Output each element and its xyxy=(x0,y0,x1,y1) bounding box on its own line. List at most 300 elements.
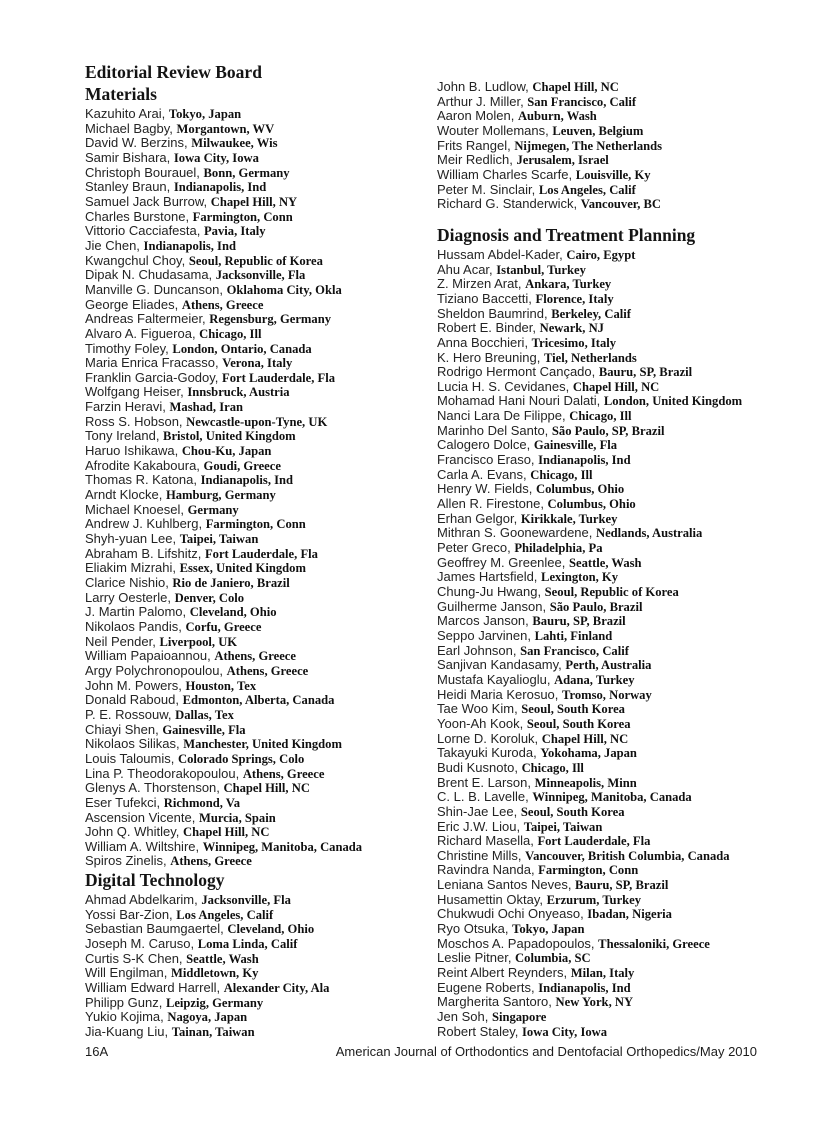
member-entry xyxy=(85,854,440,869)
member-entry xyxy=(437,717,817,732)
member-location: Farmington, Conn xyxy=(192,209,293,224)
member-name: Tae Woo Kim, xyxy=(437,701,522,717)
member-location: Germany xyxy=(187,502,239,517)
journal-footer-line: American Journal of Orthodontics and Dentofacial Orthopedics/May 2010 xyxy=(335,1044,757,1059)
member-entry xyxy=(437,526,817,541)
member-entry xyxy=(437,570,817,585)
member-entry xyxy=(85,664,440,679)
member-entry xyxy=(437,761,817,776)
member-location: Seoul, South Korea xyxy=(520,804,625,819)
member-entry xyxy=(437,512,817,527)
member-name: Ravindra Nanda, xyxy=(437,862,539,878)
member-name: Kazuhito Arai, xyxy=(85,106,169,121)
member-name: Rodrigo Hermont Cançado, xyxy=(437,364,599,380)
member-entry xyxy=(85,937,440,952)
member-entry xyxy=(85,400,440,415)
member-name: Hussam Abdel-Kader, xyxy=(437,246,567,262)
member-entry xyxy=(437,849,817,864)
member-location: Verona, Italy xyxy=(222,356,293,371)
member-location: Tiel, Netherlands xyxy=(543,350,637,365)
member-entry xyxy=(437,966,817,981)
member-location: Indianapolis, Ind xyxy=(173,180,267,195)
member-name: Takayuki Kuroda, xyxy=(437,745,541,761)
section-heading: Materials xyxy=(85,84,157,104)
member-entry xyxy=(85,922,440,937)
member-entry xyxy=(85,840,440,855)
member-entry xyxy=(85,415,440,430)
member-location: Seattle, Wash xyxy=(569,555,642,570)
member-entry xyxy=(85,107,440,122)
member-location: Oklahoma City, Okla xyxy=(226,282,342,297)
member-name: Allen R. Firestone, xyxy=(437,496,548,512)
member-name: Christine Mills, xyxy=(437,847,526,863)
member-name: James Hartsfield, xyxy=(437,569,542,585)
member-entry xyxy=(437,951,817,966)
member-location: Leuven, Belgium xyxy=(552,123,644,138)
member-name: Leslie Pitner, xyxy=(437,950,516,966)
member-entry xyxy=(85,312,440,327)
member-location: Thessaloniki, Greece xyxy=(598,936,710,951)
member-name: Timothy Foley, xyxy=(85,340,173,356)
member-location: Athens, Greece xyxy=(214,649,296,664)
member-name: Brent E. Larson, xyxy=(437,774,535,790)
member-entry xyxy=(437,336,817,351)
member-entry xyxy=(437,109,817,124)
member-location: Bristol, United Kingdom xyxy=(163,429,296,444)
member-name: Nanci Lara De Filippe, xyxy=(437,408,570,424)
member-location: Chicago, Ill xyxy=(569,409,632,424)
member-location: Jacksonville, Fla xyxy=(201,893,291,908)
member-entry xyxy=(85,298,440,313)
member-entry xyxy=(437,995,817,1010)
member-entry xyxy=(437,673,817,688)
member-entry xyxy=(437,688,817,703)
member-name: Thomas R. Katona, xyxy=(85,472,201,488)
member-name: Nikolaos Silikas, xyxy=(85,736,184,752)
member-list xyxy=(85,107,440,869)
member-name: Ahmad Abdelkarim, xyxy=(85,892,202,908)
member-location: Regensburg, Germany xyxy=(209,312,332,327)
member-name: John B. Ludlow, xyxy=(437,79,533,94)
member-entry xyxy=(437,541,817,556)
member-name: Z. Mirzen Arat, xyxy=(437,276,526,292)
member-entry xyxy=(85,635,440,650)
member-name: Glenys A. Thorstenson, xyxy=(85,780,224,796)
member-location: Yokohama, Japan xyxy=(540,746,637,761)
member-entry xyxy=(437,248,817,263)
member-location: Hamburg, Germany xyxy=(165,488,276,503)
member-location: Louisville, Ky xyxy=(575,167,651,182)
member-location: Denver, Colo xyxy=(174,590,245,605)
member-name: Leniana Santos Neves, xyxy=(437,877,576,893)
member-location: Gainesville, Fla xyxy=(533,438,618,453)
member-entry xyxy=(437,263,817,278)
member-location: Fort Lauderdale, Fla xyxy=(222,370,336,385)
member-location: Farmington, Conn xyxy=(538,863,639,878)
member-location: Istanbul, Turkey xyxy=(496,262,586,277)
member-location: Winnipeg, Manitoba, Canada xyxy=(202,839,363,854)
member-entry xyxy=(437,834,817,849)
section-heading: Diagnosis and Treatment Planning xyxy=(437,224,696,245)
member-entry xyxy=(85,679,440,694)
member-name: Alvaro A. Figueroa, xyxy=(85,325,200,341)
member-name: Curtis S-K Chen, xyxy=(85,950,187,966)
member-name: Andrew J. Kuhlberg, xyxy=(85,516,206,532)
member-entry xyxy=(437,1010,817,1025)
member-location: San Francisco, Calif xyxy=(527,94,637,109)
member-entry xyxy=(437,292,817,307)
member-entry xyxy=(85,444,440,459)
member-location: Tromso, Norway xyxy=(562,687,652,702)
member-entry xyxy=(437,453,817,468)
member-entry xyxy=(437,863,817,878)
member-location: Chapel Hill, NC xyxy=(532,80,619,94)
member-entry xyxy=(85,473,440,488)
member-entry xyxy=(437,424,817,439)
member-location: Tainan, Taiwan xyxy=(171,1025,255,1040)
member-entry xyxy=(85,811,440,826)
member-name: Chiayi Shen, xyxy=(85,721,163,737)
member-name: Lucia H. S. Cevidanes, xyxy=(437,378,573,394)
member-name: Yossi Bar-Zion, xyxy=(85,906,177,922)
member-name: David W. Berzins, xyxy=(85,135,192,151)
member-location: Chapel Hill, NY xyxy=(210,194,298,209)
member-entry xyxy=(85,356,440,371)
member-entry xyxy=(85,239,440,254)
member-entry xyxy=(85,180,440,195)
member-name: Dipak N. Chudasama, xyxy=(85,267,216,283)
member-location: Chicago, Ill xyxy=(199,326,262,341)
member-name: Samir Bishara, xyxy=(85,149,174,165)
member-name: Budi Kusnoto, xyxy=(437,759,522,775)
member-location: Kirikkale, Turkey xyxy=(520,511,618,526)
member-entry xyxy=(85,136,440,151)
page-footer xyxy=(85,1044,757,1059)
member-entry xyxy=(437,658,817,673)
member-name: Sanjivan Kandasamy, xyxy=(437,657,566,673)
member-entry xyxy=(437,409,817,424)
member-location: Iowa City, Iowa xyxy=(522,1024,608,1039)
member-entry xyxy=(85,576,440,591)
member-entry xyxy=(437,153,817,168)
member-name: Yoon-Ah Kook, xyxy=(437,715,527,731)
member-entry xyxy=(85,488,440,503)
member-entry xyxy=(437,746,817,761)
member-location: Goudi, Greece xyxy=(203,458,281,473)
board-section xyxy=(85,61,440,869)
member-location: Dallas, Tex xyxy=(175,707,234,722)
member-entry xyxy=(85,503,440,518)
member-location: Cairo, Egypt xyxy=(566,247,636,262)
member-location: Fort Lauderdale, Fla xyxy=(204,546,318,561)
member-location: London, United Kingdom xyxy=(603,394,743,409)
member-location: Ibadan, Nigeria xyxy=(587,907,672,922)
member-location: Nagoya, Japan xyxy=(167,1010,248,1025)
member-location: Auburn, Wash xyxy=(517,109,597,124)
member-entry xyxy=(85,342,440,357)
member-name: Donald Raboud, xyxy=(85,692,183,708)
member-location: Athens, Greece xyxy=(242,766,325,781)
member-location: Tricesimo, Italy xyxy=(531,335,617,350)
member-location: Loma Linda, Calif xyxy=(197,937,298,952)
member-name: Heidi Maria Kerosuo, xyxy=(437,686,562,702)
member-name: Lorne D. Koroluk, xyxy=(437,730,542,746)
member-entry xyxy=(437,197,817,212)
member-name: Calogero Dolce, xyxy=(437,437,534,453)
member-entry xyxy=(85,893,440,908)
member-entry xyxy=(437,468,817,483)
member-name: John Q. Whitley, xyxy=(85,824,184,840)
section-heading: Digital Technology xyxy=(85,870,225,891)
member-entry xyxy=(437,893,817,908)
member-entry xyxy=(437,805,817,820)
member-entry xyxy=(85,151,440,166)
member-name: Peter M. Sinclair, xyxy=(437,181,539,197)
member-name: Sheldon Baumrind, xyxy=(437,305,552,321)
member-name: Mithran S. Goonewardene, xyxy=(437,525,596,541)
member-name: Margherita Santoro, xyxy=(437,994,556,1010)
member-entry xyxy=(437,497,817,512)
member-location: Colorado Springs, Colo xyxy=(177,751,305,766)
member-location: Columbus, Ohio xyxy=(535,482,625,497)
member-location: Seoul, South Korea xyxy=(521,702,625,717)
member-location: Bonn, Germany xyxy=(203,165,290,180)
member-name: Marcos Janson, xyxy=(437,613,533,629)
member-name: Joseph M. Caruso, xyxy=(85,936,198,952)
member-entry xyxy=(85,620,440,635)
member-name: Anna Bocchieri, xyxy=(437,334,532,350)
member-name: Shin-Jae Lee, xyxy=(437,803,521,819)
member-name: Afrodite Kakaboura, xyxy=(85,457,204,473)
member-name: Shyh-yuan Lee, xyxy=(85,531,180,547)
member-name: Arndt Klocke, xyxy=(85,487,166,503)
member-entry xyxy=(85,952,440,967)
member-location: Taipei, Taiwan xyxy=(523,819,603,834)
member-name: Seppo Jarvinen, xyxy=(437,627,535,643)
member-name: Franklin Garcia-Godoy, xyxy=(85,369,223,385)
member-location: Chou-Ku, Japan xyxy=(181,444,272,459)
member-name: Mustafa Kayalioglu, xyxy=(437,671,555,687)
member-name: Frits Rangel, xyxy=(437,137,515,153)
member-entry xyxy=(437,277,817,292)
member-location: Athens, Greece xyxy=(181,297,264,312)
member-entry xyxy=(85,966,440,981)
member-location: Seattle, Wash xyxy=(186,951,259,966)
member-name: Stanley Braun, xyxy=(85,179,174,195)
member-location: Seoul, South Korea xyxy=(526,716,631,731)
member-entry xyxy=(437,321,817,336)
member-entry xyxy=(437,1025,817,1040)
member-location: Chapel Hill, NC xyxy=(572,379,660,394)
member-entry xyxy=(85,224,440,239)
member-name: Michael Knoesel, xyxy=(85,501,188,517)
member-entry xyxy=(437,981,817,996)
member-location: San Francisco, Calif xyxy=(520,643,629,658)
member-name: Charles Burstone, xyxy=(85,208,193,224)
member-entry xyxy=(85,547,440,562)
member-entry xyxy=(437,629,817,644)
member-name: Michael Bagby, xyxy=(85,120,177,136)
member-location: Athens, Greece xyxy=(226,663,309,678)
member-name: Geoffrey M. Greenlee, xyxy=(437,554,569,570)
board-section xyxy=(437,224,817,1039)
member-location: Tokyo, Japan xyxy=(512,922,585,937)
member-location: Tokyo, Japan xyxy=(168,107,242,121)
member-entry xyxy=(85,195,440,210)
member-entry xyxy=(437,168,817,183)
member-entry xyxy=(437,438,817,453)
member-name: Mohamad Hani Nouri Dalati, xyxy=(437,393,604,409)
member-location: Liverpool, UK xyxy=(159,634,238,649)
member-name: Sebastian Baumgaertel, xyxy=(85,921,228,937)
member-location: Middletown, Ky xyxy=(170,966,259,981)
member-location: Minneapolis, Minn xyxy=(534,775,637,790)
member-name: Husamettin Oktay, xyxy=(437,891,547,907)
member-entry xyxy=(85,1010,440,1025)
member-name: Larry Oesterle, xyxy=(85,589,175,605)
member-name: Jie Chen, xyxy=(85,237,144,253)
member-name: K. Hero Breuning, xyxy=(437,349,544,365)
member-location: Vancouver, British Columbia, Canada xyxy=(525,848,730,863)
member-entry xyxy=(437,878,817,893)
member-entry xyxy=(85,385,440,400)
member-name: P. E. Rossouw, xyxy=(85,706,176,722)
member-name: Jia-Kuang Liu, xyxy=(85,1024,172,1040)
member-name: Andreas Faltermeier, xyxy=(85,311,210,327)
member-list xyxy=(85,893,440,1040)
member-entry xyxy=(85,210,440,225)
member-location: Alexander City, Ala xyxy=(223,981,330,996)
member-location: Bauru, SP, Brazil xyxy=(598,365,693,380)
member-name: Earl Johnson, xyxy=(437,642,521,658)
member-name: Arthur J. Miller, xyxy=(437,93,528,109)
member-name: Haruo Ishikawa, xyxy=(85,443,182,459)
member-name: Eric J.W. Liou, xyxy=(437,818,524,834)
member-entry xyxy=(437,482,817,497)
member-location: Chicago, Ill xyxy=(521,760,584,775)
member-name: Aaron Molen, xyxy=(437,108,518,124)
member-location: New York, NY xyxy=(555,995,634,1010)
member-list xyxy=(437,80,817,212)
member-entry xyxy=(85,649,440,664)
page-number: 16A xyxy=(85,1044,109,1059)
member-name: Francisco Eraso, xyxy=(437,452,539,468)
member-name: Robert Staley, xyxy=(437,1023,523,1039)
member-name: Ross S. Hobson, xyxy=(85,413,187,429)
member-location: Bauru, SP, Brazil xyxy=(532,614,626,629)
member-name: Argy Polychronopoulou, xyxy=(85,662,227,678)
member-location: Murcia, Spain xyxy=(198,810,276,825)
member-name: Ryo Otsuka, xyxy=(437,921,513,937)
member-entry xyxy=(85,996,440,1011)
member-location: Houston, Tex xyxy=(185,678,257,693)
member-name: Abraham B. Lifshitz, xyxy=(85,545,205,561)
member-entry xyxy=(437,937,817,952)
member-name: William A. Wiltshire, xyxy=(85,838,203,854)
member-name: Guilherme Janson, xyxy=(437,598,550,614)
member-entry xyxy=(85,723,440,738)
member-entry xyxy=(437,732,817,747)
member-name: Moschos A. Papadopoulos, xyxy=(437,935,599,951)
member-entry xyxy=(437,600,817,615)
board-section xyxy=(85,869,440,1040)
member-location: Milwaukee, Wis xyxy=(191,136,278,151)
member-location: São Paulo, Brazil xyxy=(549,599,643,614)
member-location: Newark, NJ xyxy=(539,321,604,336)
member-entry xyxy=(437,124,817,139)
member-location: Morgantown, WV xyxy=(176,121,275,136)
member-name: George Eliades, xyxy=(85,296,182,312)
member-location: Athens, Greece xyxy=(170,854,252,869)
member-name: Tony Ireland, xyxy=(85,428,164,444)
member-location: Chicago, Ill xyxy=(530,467,593,482)
left-column xyxy=(85,61,440,1040)
member-entry xyxy=(85,268,440,283)
member-location: Leipzig, Germany xyxy=(165,995,264,1010)
member-name: Wolfgang Heiser, xyxy=(85,384,188,400)
member-location: Los Angeles, Calif xyxy=(538,182,636,197)
member-name: Meir Redlich, xyxy=(437,152,517,168)
member-entry xyxy=(437,95,817,110)
member-name: Neil Pender, xyxy=(85,633,160,649)
member-name: Maria Enrica Fracasso, xyxy=(85,355,223,371)
member-name: Peter Greco, xyxy=(437,540,515,556)
member-location: Ankara, Turkey xyxy=(525,277,612,292)
member-location: Newcastle-upon-Tyne, UK xyxy=(186,414,328,429)
member-entry xyxy=(437,790,817,805)
member-name: Samuel Jack Burrow, xyxy=(85,193,211,209)
member-location: Seoul, Republic of Korea xyxy=(544,585,679,599)
member-entry xyxy=(437,585,817,600)
member-name: Manville G. Duncanson, xyxy=(85,281,227,297)
member-name: Farzin Heravi, xyxy=(85,399,170,415)
page-title: Editorial Review Board xyxy=(85,62,262,82)
member-location: Bauru, SP, Brazil xyxy=(575,878,669,893)
member-entry xyxy=(437,922,817,937)
board-section xyxy=(437,80,817,212)
member-name: Carla A. Evans, xyxy=(437,466,531,482)
member-location: São Paulo, SP, Brazil xyxy=(551,423,665,438)
member-location: Gainesville, Fla xyxy=(162,722,246,737)
member-location: Nedlands, Australia xyxy=(595,526,703,541)
member-name: Richard Masella, xyxy=(437,833,538,849)
member-name: Tiziano Baccetti, xyxy=(437,290,536,306)
member-name: Chung-Ju Hwang, xyxy=(437,584,545,599)
member-location: Lahti, Finland xyxy=(534,628,613,643)
member-location: Milan, Italy xyxy=(570,966,635,981)
member-location: Edmonton, Alberta, Canada xyxy=(182,693,335,708)
member-location: Vancouver, BC xyxy=(580,197,662,212)
member-location: Rio de Janiero, Brazil xyxy=(172,576,290,590)
member-location: Florence, Italy xyxy=(535,291,614,306)
member-list xyxy=(437,248,817,1039)
member-entry xyxy=(437,139,817,154)
member-name: Vittorio Cacciafesta, xyxy=(85,223,204,239)
member-name: William Edward Harrell, xyxy=(85,980,224,996)
member-entry xyxy=(437,644,817,659)
member-name: Louis Taloumis, xyxy=(85,750,178,766)
member-location: Manchester, United Kingdom xyxy=(183,737,342,752)
member-entry xyxy=(85,708,440,723)
member-location: Seoul, Republic of Korea xyxy=(188,253,323,268)
member-entry xyxy=(85,767,440,782)
member-entry xyxy=(437,351,817,366)
member-entry xyxy=(437,614,817,629)
member-entry xyxy=(85,908,440,923)
member-location: Columbia, SC xyxy=(515,951,591,966)
member-location: Jacksonville, Fla xyxy=(215,268,306,283)
member-location: Indianapolis, Ind xyxy=(538,980,631,995)
